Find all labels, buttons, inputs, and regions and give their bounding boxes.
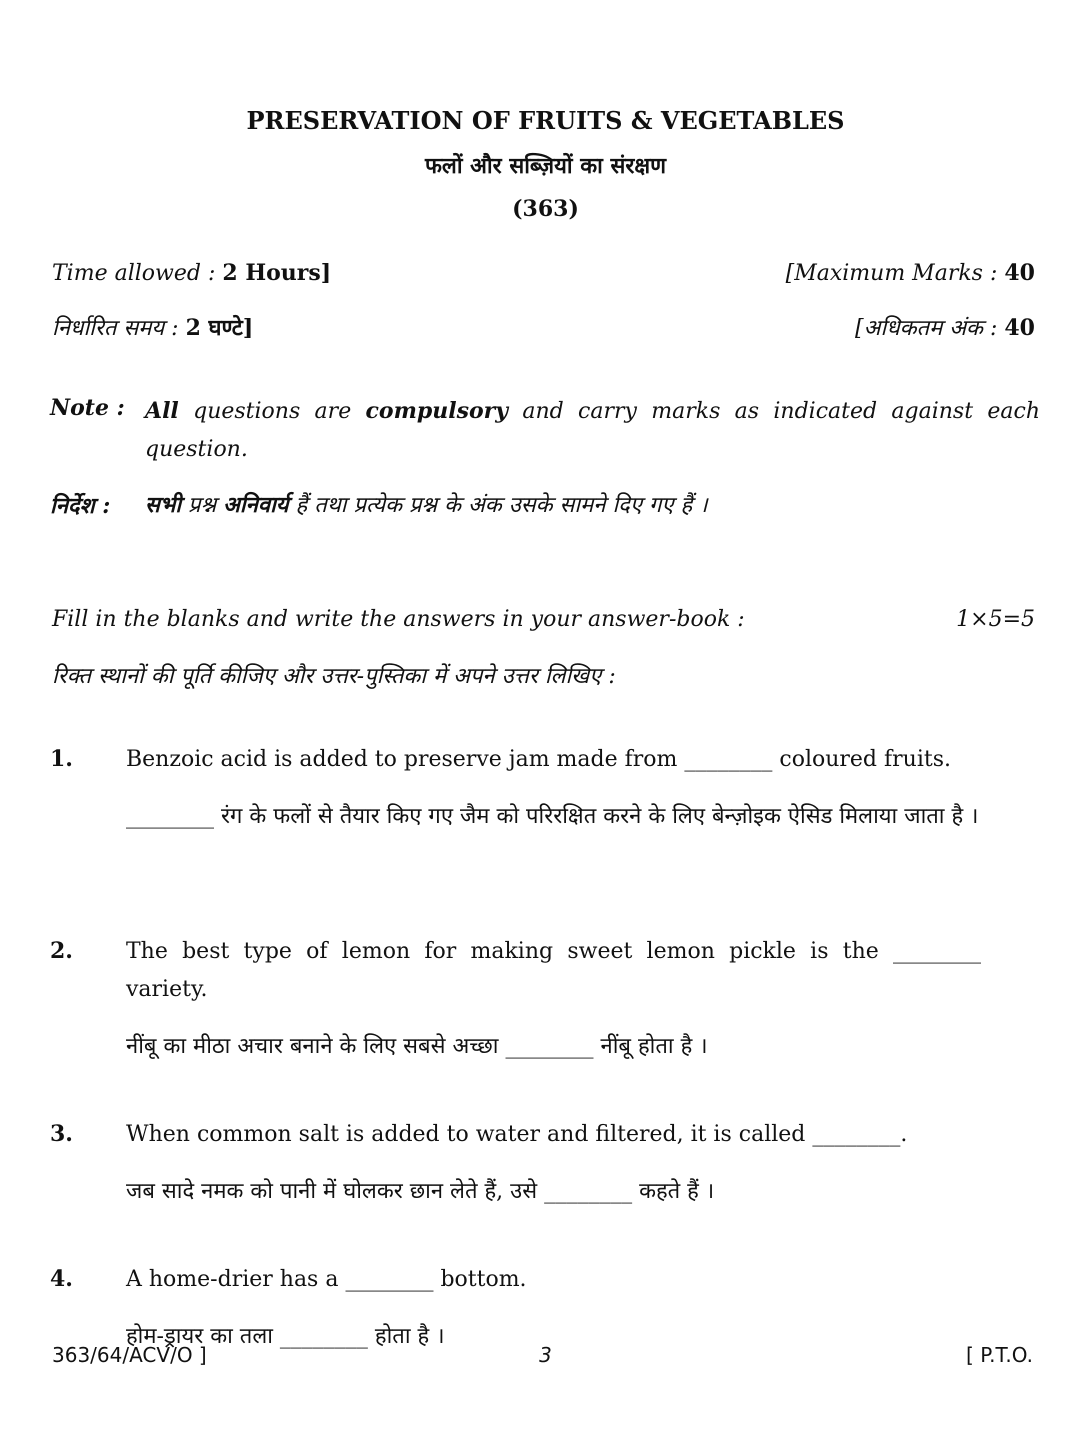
note-text-part: questions are bbox=[193, 399, 352, 424]
section-instruction-english: Fill in the blanks and write the answers in your answer-book : bbox=[52, 607, 745, 632]
question-number: 4. bbox=[50, 1266, 73, 1292]
maximum-marks-english bbox=[786, 260, 1035, 286]
paper-title-hindi: फलों और सब्ज़ियों का संरक्षण bbox=[424, 153, 667, 179]
time-value-hindi: 2 घण्टे] bbox=[185, 315, 254, 341]
question-number: 1. bbox=[50, 746, 73, 772]
maximum-marks-hindi bbox=[855, 312, 1035, 342]
marks-value-hindi: 40 bbox=[1004, 315, 1035, 341]
note-emphasis-all: All bbox=[145, 398, 179, 424]
time-label: Time allowed : bbox=[52, 261, 216, 286]
section-instruction-hindi: रिक्त स्थानों की पूर्ति कीजिए और उत्तर-पुस्तिका में अपने उत्तर लिखिए : bbox=[52, 664, 616, 689]
note-text-english bbox=[145, 392, 1040, 469]
note-emphasis-compulsory: compulsory bbox=[365, 398, 509, 424]
paper-title-english: PRESERVATION OF FRUITS & VEGETABLES bbox=[246, 106, 845, 135]
time-allowed-english bbox=[52, 260, 331, 286]
section-marks: 1×5=5 bbox=[956, 607, 1035, 632]
marks-value: 40 bbox=[1004, 260, 1035, 286]
question-text-english: When common salt is added to water and filtered, it is called ________. bbox=[126, 1122, 908, 1147]
subject-code: (363) bbox=[512, 196, 579, 222]
pto-label: [ P.T.O. bbox=[966, 1343, 1033, 1367]
question-text-english: A home-drier has a ________ bottom. bbox=[126, 1267, 527, 1292]
paper-code: 363/64/ACV/O ] bbox=[52, 1343, 207, 1367]
question-number: 3. bbox=[50, 1121, 73, 1147]
note-text-part: हैं तथा प्रत्येक प्रश्न के अंक उसके सामने दिए गए हैं । bbox=[295, 493, 708, 518]
time-value: 2 Hours] bbox=[222, 260, 332, 286]
question-number: 2. bbox=[50, 938, 73, 964]
question-text-english: The best type of lemon for making sweet lemon pickle is the ________ variety. bbox=[126, 939, 981, 1002]
note-text-part: and carry marks as indicated against each question. bbox=[145, 399, 1040, 462]
question-text-hindi: होम-ड्रायर का तला ________ होता है । bbox=[126, 1324, 445, 1349]
marks-label-hindi: [अधिकतम अंक : bbox=[855, 316, 998, 341]
question-text-hindi: ________ रंग के फलों से तैयार किए गए जैम को परिरक्षित करने के लिए बेन्ज़ोइक ऐसिड मिलाया जाता है । bbox=[126, 804, 979, 829]
marks-label: [Maximum Marks : bbox=[785, 261, 998, 286]
note-label: Note : bbox=[50, 395, 125, 421]
question-text-hindi: नींबू का मीठा अचार बनाने के लिए सबसे अच्छा ________ नींबू होता है । bbox=[126, 1034, 708, 1059]
note-emphasis-sabhi: सभी bbox=[145, 492, 182, 518]
time-label-hindi: निर्धारित समय : bbox=[52, 316, 179, 341]
note-text-hindi bbox=[145, 486, 1040, 525]
question-text-hindi: जब सादे नमक को पानी में घोलकर छान लेते हैं, उसे ________ कहते हैं । bbox=[126, 1179, 715, 1204]
time-allowed-hindi bbox=[52, 312, 253, 342]
note-emphasis-anivarya: अनिवार्य bbox=[223, 492, 289, 518]
note-label-hindi: निर्देश : bbox=[50, 493, 111, 519]
question-text-english: Benzoic acid is added to preserve jam made from ________ coloured fruits. bbox=[126, 747, 951, 772]
page-number: 3 bbox=[539, 1343, 552, 1367]
note-text-part: प्रश्न bbox=[188, 493, 217, 518]
